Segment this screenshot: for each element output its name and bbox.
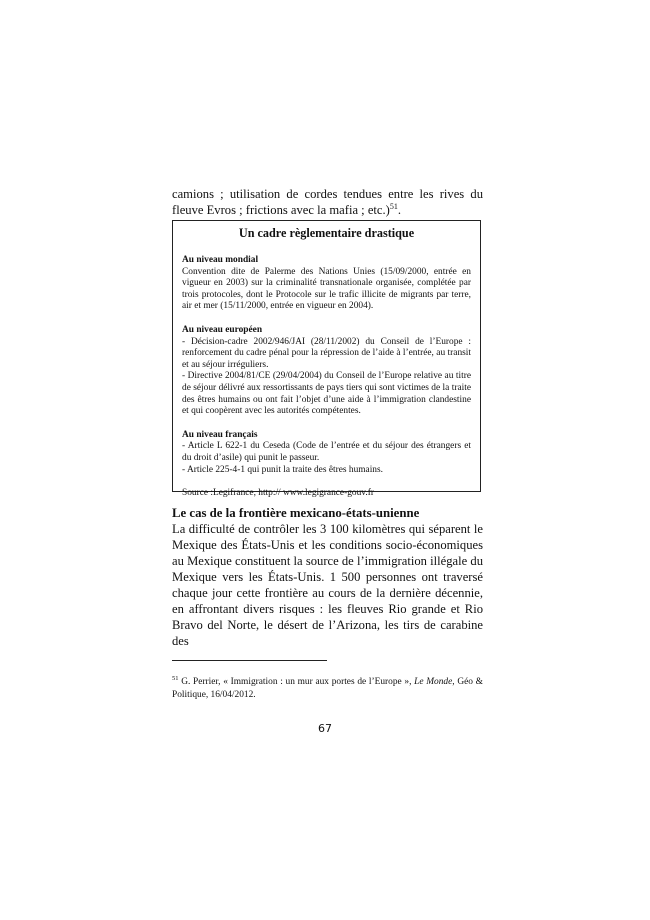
box-section-mondial [182, 255, 471, 313]
regulatory-framework-box [172, 220, 481, 499]
box-section-heading: Au niveau mondial [182, 255, 259, 265]
box-section-text: - Article 225-4-1 qui punit la traite des êtres humains. [182, 464, 383, 475]
section-heading: Le cas de la frontière mexicano-états-unienne [172, 506, 420, 520]
footnote-divider [172, 660, 327, 661]
page-number: 67 [318, 722, 332, 735]
box-section-francais [182, 430, 471, 476]
box-title: Un cadre règlementaire drastique [238, 226, 415, 240]
box-section-text: - Décision-cadre 2002/946/JAI (28/11/2002) du Conseil de l’Europe : renforcement du cadre pénal pour la répression de l’aide à l’entrée, au transit et au séjour irréguliers. [182, 336, 471, 370]
intro-paragraph [172, 186, 483, 218]
footnote-text-after: , Géo & Politique, 16/04/2012. [172, 677, 483, 700]
box-section-text: - Directive 2004/81/CE (29/04/2004) du Conseil de l’Europe relative au titre de séjour délivré aux ressortissants de pays tiers qui sont victimes de la traite des êtres humains ou ont fait l’objet d’une aide à l’immigration clandestine et qui coopèrent avec les autorités compétentes. [182, 371, 471, 417]
box-source: Source :Legifrance, http:// www.legigrance-gouv.fr [182, 488, 374, 499]
footnote-text-before: G. Perrier, « Immigration : un mur aux portes de l’Europe », [178, 677, 415, 687]
footnote-publication: Le Monde [414, 677, 453, 687]
footnote-reference[interactable]: 51 [389, 201, 398, 211]
box-section-text: Convention dite de Palerme des Nations Unies (15/09/2000, entrée en vigueur en 2003) sur la criminalité transnationale organisée, complétée par trois protocoles, dont le Protocole sur le trafic illicite de migrants par terre, air et mer (15/11/2000, entrée en vigueur en 2004). [182, 266, 471, 312]
box-section-text: - Article L 622-1 du Ceseda (Code de l’entrée et du séjour des étrangers et du droit d’asile) qui punit le passeur. [182, 441, 471, 463]
box-section-heading: Au niveau français [182, 429, 258, 440]
footnote [172, 676, 483, 702]
intro-trailing: . [397, 203, 402, 217]
section-body: La difficulté de contrôler les 3 100 kilomètres qui séparent le Mexique des États-Unis et les conditions socio-économiques au Mexique constituent la source de l’immigration illégale du Mexique vers les États-Unis. 1 500 personnes ont traversé chaque jour cette frontière au cours de la dernière décennie, en affrontant divers risques : les fleuves Rio grande et Rio Bravo del Norte, le désert de l’Arizona, les tirs de carabine des [172, 522, 483, 648]
footnote-number: 51 [172, 674, 179, 682]
intro-text: camions ; utilisation de cordes tendues entre les rives du fleuve Evros ; frictions avec la mafia ; etc.) [172, 187, 483, 217]
box-section-heading: Au niveau européen [182, 324, 263, 335]
box-section-europeen [182, 325, 471, 418]
